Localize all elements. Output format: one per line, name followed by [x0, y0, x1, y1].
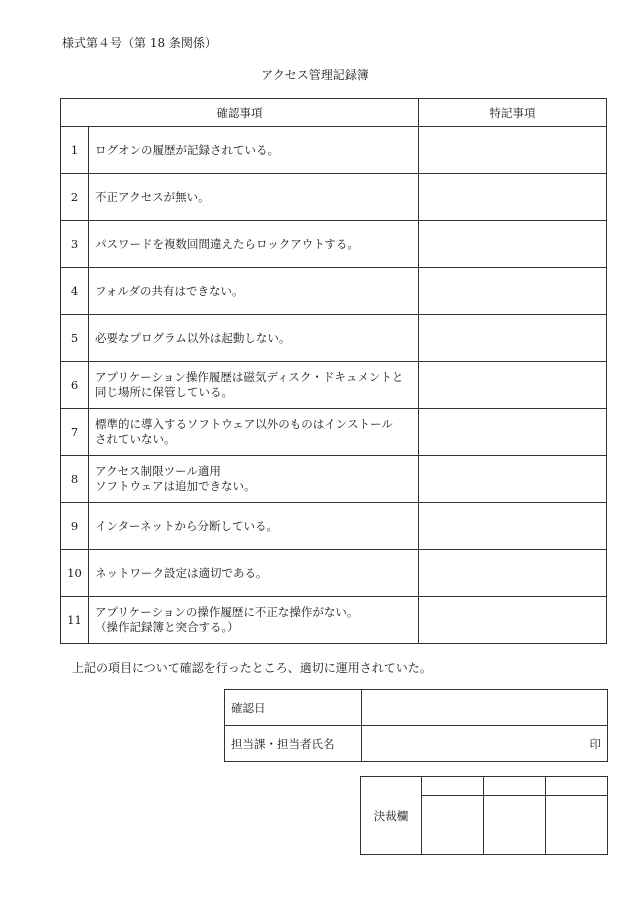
check-item-text: 標準的に導入するソフトウェア以外のものはインストール されていない。 [89, 409, 419, 456]
table-row [61, 221, 607, 268]
confirmation-date-label: 確認日 [225, 690, 362, 726]
row-number: 3 [61, 221, 89, 268]
row-number: 2 [61, 174, 89, 221]
form-number: 様式第４号（第 18 条関係） [62, 36, 217, 50]
notes-cell[interactable] [419, 550, 607, 597]
table-row [61, 362, 607, 409]
table-row [61, 550, 607, 597]
table-row [61, 456, 607, 503]
row-number: 7 [61, 409, 89, 456]
person-in-charge-field[interactable] [362, 726, 608, 762]
check-item-text: インターネットから分断している。 [89, 503, 419, 550]
notes-cell[interactable] [419, 221, 607, 268]
notes-cell[interactable] [419, 597, 607, 644]
check-item-text: フォルダの共有はできない。 [89, 268, 419, 315]
row-number: 8 [61, 456, 89, 503]
table-row [61, 174, 607, 221]
approval-table [360, 776, 608, 855]
check-item-text: ネットワーク設定は適切である。 [89, 550, 419, 597]
approval-stamp-header-2 [484, 777, 546, 796]
notes-cell[interactable] [419, 503, 607, 550]
table-row [61, 597, 607, 644]
check-item-text: アプリケーションの操作履歴に不正な操作がない。 （操作記録簿と突合する。） [89, 597, 419, 644]
confirmation-date-row [225, 690, 608, 726]
confirmation-date-field[interactable] [362, 690, 608, 726]
table-row [61, 268, 607, 315]
summary-statement: 上記の項目について確認を行ったところ、適切に運用されていた。 [72, 661, 432, 675]
row-number: 4 [61, 268, 89, 315]
approval-stamp-header-3 [546, 777, 608, 796]
check-item-text: アクセス制限ツール適用 ソフトウェアは追加できない。 [89, 456, 419, 503]
approval-stamp-header-1 [422, 777, 484, 796]
row-number: 1 [61, 127, 89, 174]
approval-top-row [361, 777, 608, 796]
check-item-text: パスワードを複数回間違えたらロックアウトする。 [89, 221, 419, 268]
row-number: 5 [61, 315, 89, 362]
notes-cell[interactable] [419, 409, 607, 456]
check-item-text: 必要なプログラム以外は起動しない。 [89, 315, 419, 362]
notes-cell[interactable] [419, 456, 607, 503]
approval-label: 決裁欄 [361, 777, 422, 855]
table-row [61, 503, 607, 550]
seal-mark: 印 [589, 736, 601, 751]
notes-cell[interactable] [419, 268, 607, 315]
row-number: 9 [61, 503, 89, 550]
approval-stamp-box-1[interactable] [422, 796, 484, 855]
column-header-notes: 特記事項 [419, 99, 607, 127]
column-header-check-items: 確認事項 [61, 99, 419, 127]
person-in-charge-row [225, 726, 608, 762]
notes-cell[interactable] [419, 127, 607, 174]
notes-cell[interactable] [419, 315, 607, 362]
person-in-charge-label: 担当課・担当者氏名 [225, 726, 362, 762]
table-body [61, 127, 607, 644]
table-row [61, 315, 607, 362]
row-number: 6 [61, 362, 89, 409]
table-row [61, 409, 607, 456]
confirmation-table [224, 689, 608, 762]
approval-stamp-box-2[interactable] [484, 796, 546, 855]
check-items-table [60, 98, 607, 644]
row-number: 11 [61, 597, 89, 644]
check-item-text: ログオンの履歴が記録されている。 [89, 127, 419, 174]
check-item-text: アプリケーション操作履歴は磁気ディスク・ドキュメントと 同じ場所に保管している。 [89, 362, 419, 409]
notes-cell[interactable] [419, 174, 607, 221]
table-header-row [61, 99, 607, 127]
row-number: 10 [61, 550, 89, 597]
table-row [61, 127, 607, 174]
document-title: アクセス管理記録簿 [261, 68, 369, 82]
notes-cell[interactable] [419, 362, 607, 409]
approval-stamp-box-3[interactable] [546, 796, 608, 855]
check-item-text: 不正アクセスが無い。 [89, 174, 419, 221]
